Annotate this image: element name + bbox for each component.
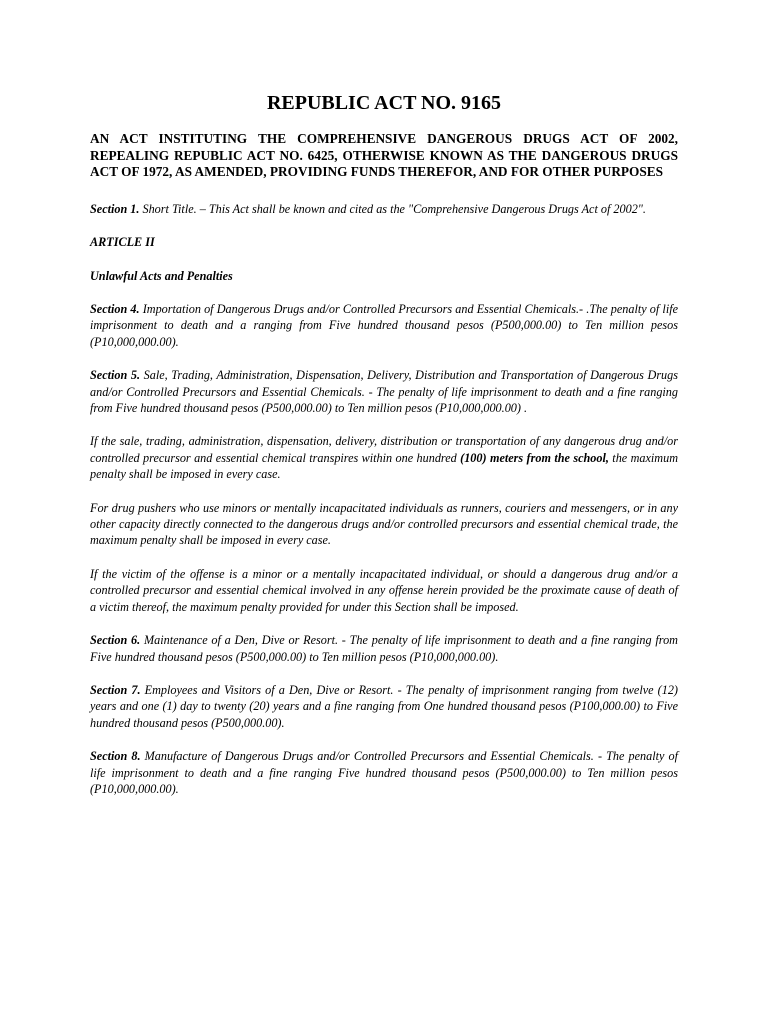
school-para-after: the maximum penalty shall be imposed in every case. [90, 450, 678, 482]
section-5-label: Section 5. [90, 368, 141, 383]
document-subtitle: AN ACT INSTITUTING THE COMPREHENSIVE DANGEROUS DRUGS ACT OF 2002, REPEALING REPUBLIC ACT NO. 6425, OTHERWISE KNOWN AS THE DANGEROUS DRUGS ACT OF 1972, AS AMENDED, PROVIDING FUNDS THEREFOR, AND FOR OTHER PURPOSES [90, 131, 678, 180]
school-para-before: If the sale, trading, administration, dispensation, delivery, distribution or transportation of any dangerous drug and/or controlled precursor and essential chemical transpires within one hundred [90, 434, 678, 465]
section-7 [90, 682, 678, 731]
article-heading: ARTICLE II [90, 235, 155, 250]
section-5-text: Sale, Trading, Administration, Dispensation, Delivery, Distribution and Transportation of Dangerous Drugs and/or Controlled Precursors and Essential Chemicals. - The penalty of life imprisonment to death and a fine ranging from Five hundred thousand pesos (P500,000.00) to Ten million pesos (P10,000,000.00) . [90, 368, 678, 416]
section-4-text: Importation of Dangerous Drugs and/or Controlled Precursors and Essential Chemicals.- .The penalty of life imprisonment to death and a ranging from Five hundred thousand pesos (P500,000.00) to Ten million pesos (P10,000,000.00). [90, 302, 678, 349]
document-title: REPUBLIC ACT NO. 9165 [266, 92, 502, 114]
section-6 [90, 632, 678, 665]
section-5 [90, 367, 678, 416]
section-7-label: Section 7. [90, 682, 141, 697]
paragraph-drug-pushers: For drug pushers who use minors or mentally incapacitated individuals as runners, couriers and messengers, or in any other capacity directly connected to the dangerous drugs and/or controlled precursors and essential chemical trade, the maximum penalty shall be imposed in every case. [90, 500, 678, 548]
section-6-label: Section 6. [90, 633, 141, 648]
section-7-text: Employees and Visitors of a Den, Dive or Resort. - The penalty of imprisonment ranging from twelve (12) years and one (1) day to twenty (20) years and a fine ranging from One hundred thousand pesos (P100,000.00) to Five hundred thousand pesos (P500,000.00). [90, 682, 678, 730]
section-6-text: Maintenance of a Den, Dive or Resort. - The penalty of life imprisonment to death and a fine ranging from Five hundred thousand pesos (P500,000.00) to Ten million pesos (P10,000,000.00). [90, 633, 678, 664]
section-4 [90, 301, 678, 350]
school-para-emphasis: (100) meters from the school, [460, 450, 609, 465]
section-1-text: Short Title. – This Act shall be known and cited as the "Comprehensive Dangerous Drugs Act of 2002". [139, 201, 646, 216]
section-8-label: Section 8. [90, 749, 141, 764]
paragraph-school-proximity [90, 433, 678, 482]
paragraph-victim: If the victim of the offense is a minor or a mentally incapacitated individual, or should a dangerous drug and/or a controlled precursor and essential chemical involved in any offense herein provided be the proximate cause of death of a victim thereof, the maximum penalty provided for under this Section shall be imposed. [90, 566, 678, 614]
section-1-label: Section 1. [90, 201, 140, 216]
section-8-text: Manufacture of Dangerous Drugs and/or Controlled Precursors and Essential Chemicals. - The penalty of life imprisonment to death and a fine ranging Five hundred thousand pesos (P500,000.00) to Ten million pesos (P10,000,000.00). [90, 749, 678, 796]
article-title: Unlawful Acts and Penalties [90, 268, 233, 283]
section-8 [90, 748, 678, 797]
section-4-label: Section 4. [90, 302, 140, 316]
section-1 [90, 201, 678, 217]
